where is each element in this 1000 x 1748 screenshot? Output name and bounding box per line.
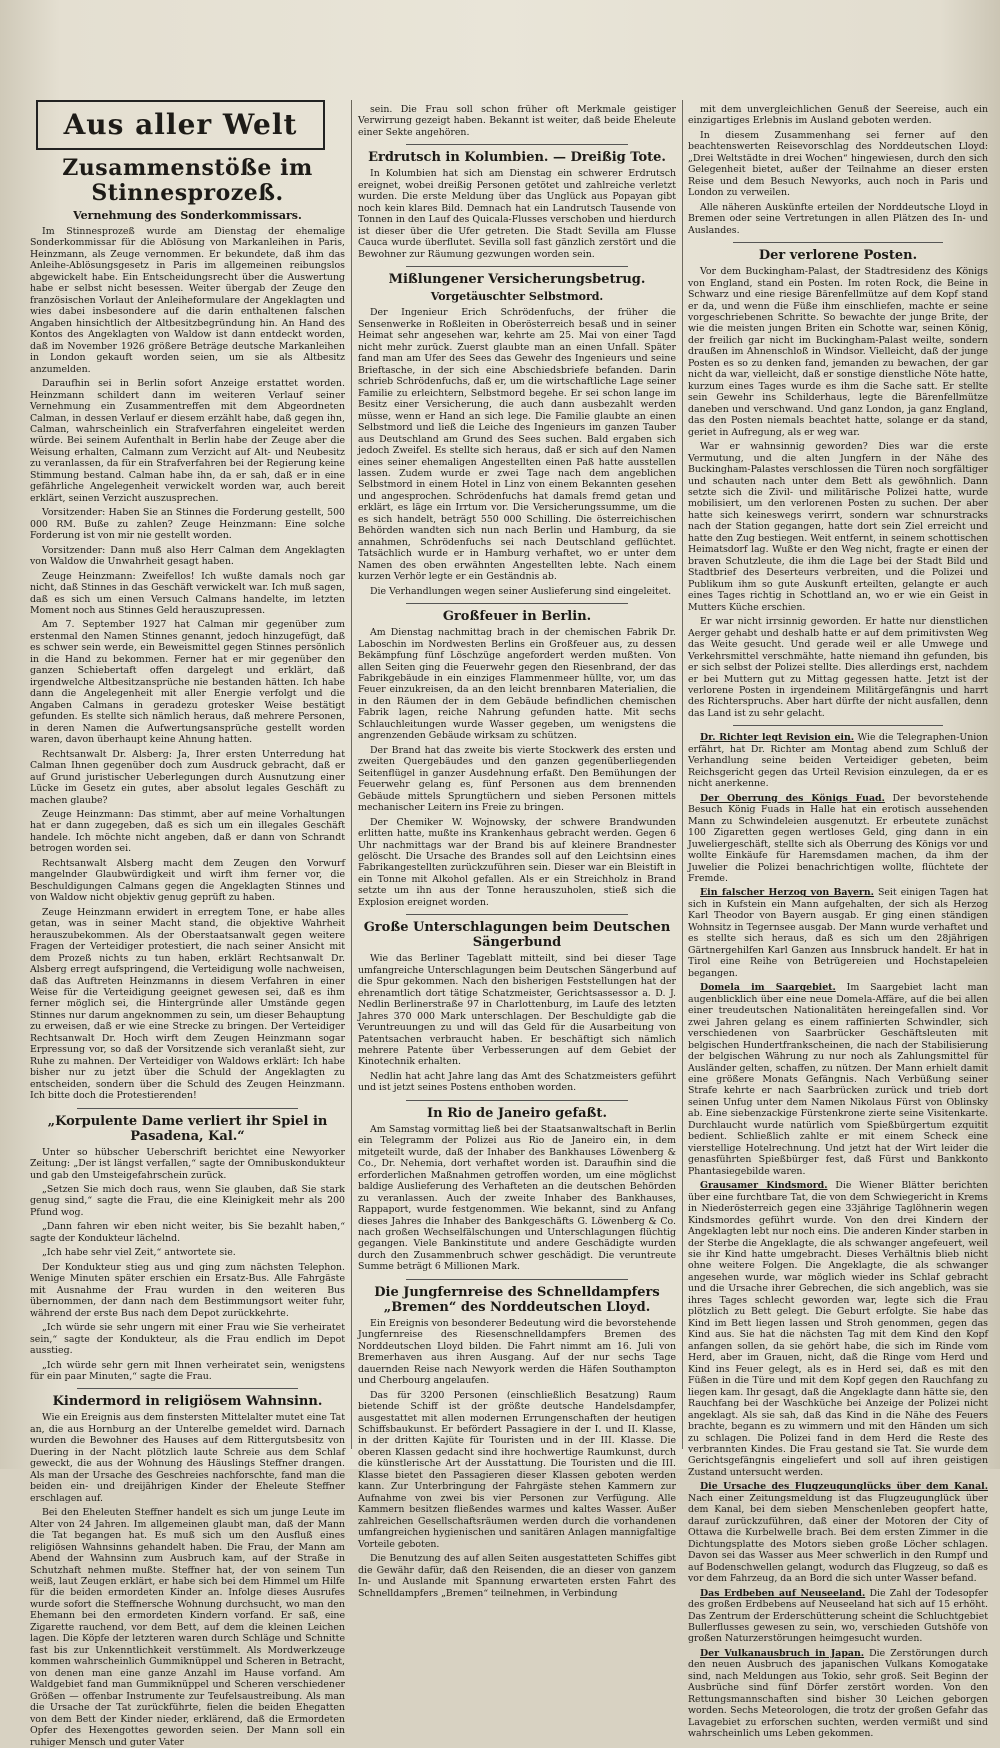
article-paragraph: Ein Ereignis von besonderer Bedeutung wird die bevorstehende Jungfernreise des Riesenschnelldampfers Bremen des Norddeutschen Lloyd bilden. Die Fahrt nimmt am 16. Juli von Bremerhaven aus ihren Ausgang. Auf der nur sechs Tage dauernden Reise nach Newyork werden die Häfen Southampton und Cherbourg angelaufen. <box>358 1317 676 1387</box>
article-paragraph: Rechtsanwalt Alsberg macht dem Zeugen den Vorwurf mangelnder Glaubwürdigkeit und wirft ihm ferner vor, die Beschuldigungen Calmans gegen die Angeklagten Stinnes und von Waldow nicht objektiv genug geprüft zu haben. <box>30 857 345 904</box>
news-item-lead: Domela im Saargebiet. <box>700 982 836 994</box>
divider <box>77 1388 298 1389</box>
news-item-lead: Grausamer Kindsmord. <box>700 1180 828 1192</box>
article-title: Der verlorene Posten. <box>758 248 918 264</box>
news-item-lead: Die Ursache des Flugzeugunglücks über dem Kanal. <box>700 1481 988 1493</box>
article-paragraph: mit dem unvergleichlichen Genuß der Seereise, auch ein einzigartiges Erlebnis im Ausland geboten werden. <box>688 104 988 127</box>
article-paragraph: Am 7. September 1927 hat Calman mir gegenüber zum erstenmal den Namen Stinnes genannt, jedoch hinzugefügt, daß es schwer sein werde, ein Beweismittel gegen Stinnes persönlich in die Hand zu bekommen. Ferner hat er mir gegenüber den ganzen Schiebertaft offen dargelegt und erklärt, daß irgendwelche Altbesitzansprüche nie bestanden hätten. Ich habe dann die Angelegenheit mit aller Energie verfolgt und die Angaben Calmans in geradezu grotesker Weise bestätigt gefunden. Es stellte sich nämlich heraus, daß mehrere Personen, in deren Namen die Aufwertungsansprüche gestellt worden waren, davon überhaupt keine Ahnung hatten. <box>30 619 345 746</box>
news-item <box>688 1481 988 1584</box>
article-paragraph: In Kolumbien hat sich am Dienstag ein schwerer Erdrutsch ereignet, wobei dreißig Personen getötet und zahlreiche verletzt wurden. Die erste Meldung über das Unglück aus Popayan gibt noch kein klares Bild. Demnach hat ein Landrutsch Tausende von Tonnen in den Lauf des Quicala-Flusses verschoben und hierdurch ist dieser über die Ufer getreten. Die Stadt Sevilla am Flusse Cauca wurde überflutet. Sevilla soll fast gänzlich zerstört und die Bewohner zur Räumung gezwungen worden sein. <box>358 168 676 260</box>
article-title: Mißlungener Versicherungsbetrug. <box>388 272 646 288</box>
article-paragraph: Die Benutzung des auf allen Seiten ausgestatteten Schiffes gibt die Gewähr dafür, daß den Reisenden, die an dieser von ganzem In- und Auslande mit Spannung erwarteten ersten Fahrt des Schnelldampfers „Bremen“ teilnehmen, in Verbindung <box>358 1553 676 1599</box>
article-title: Zusammenstöße im Stinnesprozeß. <box>62 155 313 207</box>
news-item-text: Nach einer Zeitungsmeldung ist das Flugzeugunglück über dem Kanal, bei dem sieben Menschenleben geopfert hatte, darauf zurückzuführen, daß einer der Motoren der City of Ottawa die Kurbelwelle brach. Bei dem ersten Zimmer in die Dichtungsplatte des Motors sieben große Löcher schlagen. Davon sei das Wasser aus Meer schwerlich in den Rumpf und auf Bodenschwellen gelangt, wodurch das Flugzeug, so daß es vor dem Fahrzeug, da an Bord die sich unter Wasser befand. <box>688 1492 988 1585</box>
news-item-text: Die Wiener Blätter berichten über eine furchtbare Tat, die von dem Schwiegericht in Krems in Niederösterreich gegen eine 33jährige Taglöhnerin wegen Kindsmordes geführt wurde. Von den drei Kindern der Angeklagten lebt nur noch eins. Die anderen Kinder starben in der Sterbe die Angeklagte, die als schwanger angefeuert, weil sie ihr Kind hatte umgebracht. Dieses Verhältnis blieb nicht ohne weitere Folgen. Die Angeklagte, die als schwanger angesehen wurde, war möglich wieder ins Schlaf gebracht und die Ursache ihrer Gebrechen, die sich angeblich, was sie ihres Tages schlecht geworden war, legte sich die Frau plötzlich zu Bett gelegt. Die Geburt erfolgte. Sie habe das Kind im Bett liegen lassen und Stroh genommen, gegen das Kind aus. Sie hat die nächsten Tag mit dem Kind den Kopf anfangen sollen, da sie gehört habe, die sich im Rinde vom Herd, aber im Grauen, nicht, daß die Ringe vom Herd und Kind ins Feuer gelegt, als es in Herd sei, daß es mit den Füßen in die Türe und mit dem Kopf gegen den Rauchfang zu liegen kam. Ihr gesagt, daß die Angeklagte dann hätte sie, den Rauchfang bei der Waschküche bei Anzeige der Polizei nicht angeklagt. Als sie sah, daß das Kind in die Nähe des Feuers brachte, begann es zu wimmern und mit den Händen um sich zu schlagen. Die Polizei fand in dem Herd die Reste des verbrannten Kindes. Die Frau gestand sie Tat. Sie wurde dem Gerichtsgefängnis eingeliefert und soll auf ihren geistigen Zustand untersucht werden. <box>688 1180 988 1478</box>
news-item-text: Der bevorstehende Besuch König Fuads in Halle hat ein erotisch aussehenden Mann zu Schwindeleien ausgenutzt. Er erbeutete zunächst 100 Zigaretten gegen wertloses Geld, ging dann in ein Juweliergeschäft, stellte sich als Oberrung des Königs vor und wollte Einkäufe für Haremsdamen machen, da ihm der Juwelier die Polizei benachrichtigen wollte, flüchtete der Fremde. <box>688 792 988 884</box>
article-paragraph: Vorsitzender: Dann muß also Herr Calman dem Angeklagten von Waldow die Unwahrheit gesagt haben. <box>30 544 345 568</box>
article-paragraph: „Dann fahren wir eben nicht weiter, bis Sie bezahlt haben,“ sagte der Kondukteur lächelnd. <box>30 1221 345 1244</box>
news-item-text: Die Zerstörungen durch den neuen Ausbruch des japanischen Vulkans Komogatake sind, nach Meldungen aus Tokio, sehr groß. Seit Beginn der Ausbrüche sind fünf Dörfer zerstört worden. Von den Rettungsmannschaften sind bisher 30 Leichen geborgen worden. Sechs Meteorologen, die trotz der großen Gefahr das Lavagebiet zu erforschen suchten, werden vermißt und sind wahrscheinlich ums Leben gekommen. <box>688 1647 988 1740</box>
article-paragraph: „Ich würde sie sehr ungern mit einer Frau wie Sie verheiratet sein,“ sagte der Kondukteur, als die Frau endlich im Depot ausstieg. <box>30 1322 345 1357</box>
divider <box>406 1100 629 1101</box>
article-paragraph: Das für 3200 Personen (einschließlich Besatzung) Raum bietende Schiff ist der größte deutsche Handelsdampfer, ausgestattet mit allen modernen Errungenschaften der heutigen Schiffsbaukunst. Er befördert Passagiere in der I. und II. Klasse, in der dritten Kajüte für Touristen und in der III. Klasse. Die oberen Klassen gedacht sind ihre hochwertige Raumkunst, durch die künstlerische Art der Ausstattung. Die Touristen und die III. Klasse bietet den Passagieren dieser Klassen geboten werden kann. Zur Unterbringung der Fahrgäste stehen Kammern zur Aufnahme von zwei bis vier Personen zur Verfügung. Alle Kammern besitzen fließendes warmes und kaltes Wasser. Außer zahlreichen Gesellschaftsräumen werden durch die vorhandenen umfangreichen hygienischen und sanitären Anlagen mannigfaltige Vorteile geboten. <box>358 1389 676 1550</box>
news-item-text: Im Saargebiet lacht man augenblicklich über eine neue Domela-Affäre, auf die bei allen einer treudeutschen Nationalitäten hereingefallen sind. Vor zwei Jahren gelang es einem raffinierten Schwindler, sich verschiedenen von Saarbrücker Geschäftsleuten mit belgischen Hundertfrankscheinen, die nach der Stabilisierung der belgischen Währung zu nur noch als Zahlungsmittel für Ausländer gelten, schaffen, zu nützen. Der Mann erhielt damit eine größere Monats Gefängnis. Nach Verbüßung seiner Strafe kehrte er nach Saarbrücken zurück und trieb dort seinen Unfug unter dem Namen Nikolaus Fürst von Oblinsky ab. Eine siebenzackige Fürstenkrone zierte seine Visitenkarte. Durchlaucht wurde natürlich vom Spießbürgertum ezquitit bedient. Schließlich zahlte er mit einem Scheck eine vierstellige Hotelrechnung. Und jetzt hat der Wirt leider die genasführten Spießbürger fest, daß Fürst und Bankkonto Phantasiegebilde waren. <box>688 982 988 1177</box>
article-paragraph: Zeuge Heinzmann erwidert in erregtem Tone, er habe alles getan, was in seiner Macht stand, die objektive Wahrheit herauszubekommen. Als der Oberstaatsanwalt gegen weitere Fragen der Verteidiger protestiert, die nach seiner Ansicht mit dem Prozeß nichts zu tun haben, erklärt Rechtsanwalt Dr. Alsberg erregt aufspringend, die Verteidigung wolle nachweisen, daß das Auftreten Heinzmanns in diesem Verfahren in einer Weise für die Verteidigung geeignet gewesen sei, daß es ihm ferner möglich sei, die Hintergründe aller Umstände gegen Stinnes nur darum angeknommen zu sein, um dieser Behauptung zu erweisen, daß er wie eine Strecke zu bringen. Der Verteidiger Rechtsanwalt Dr. Hoch wirft dem Zeugen Heinzmann sogar Erpressung vor, so daß der Vorsitzende sich veranlaßt sieht, zur Ruhe zu mahnen. Der Verteidiger von Waldows erklärt: Ich habe bisher nur zu jetzt über die Schuld der Angeklagten zu entscheiden, sondern über die Schuld des Zeugen Heinzmann. Ich bitte doch die Protestierenden! <box>30 906 345 1102</box>
news-item <box>688 1180 988 1478</box>
divider <box>406 914 629 915</box>
article-paragraph: „Setzen Sie mich doch raus, wenn Sie glauben, daß Sie stark genug sind,“ sagte die Frau, die eine Kleinigkeit mehr als 200 Pfund wog. <box>30 1183 345 1218</box>
article-paragraph: Bei den Eheleuten Steffner handelt es sich um junge Leute im Alter von 24 Jahren. Im allgemeinen glaubt man, daß der Mann die Tat begangen hat. Es muß sich um den Ausfluß eines religiösen Wahnsinns gehandelt haben. Die Frau, der Mann am Abend der Wahnsinn zum Ausbruch kam, auf der Straße in Schutzhaft nehmen mußte. Steffner hat, der von seinem Tun weiß, laut Zeugen erklärt, er habe sich bei dem Himmel um Hilfe für die beiden ermordeten Kinder an. Infolge dieses Ausrufes wurde sofort die Steffnersche Wohnung durchsucht, wo man den Ehemann bei den ermordeten Kindern vorfand. Er saß, eine Zigarette rauchend, vor dem Bett, auf dem die kleinen Leichen lagen. Die Köpfe der letzteren waren durch Schläge und Schnitte fast bis zur Unkenntlichkeit verstümmelt. Als Mordwerkzeuge kommen wahrscheinlich Gummiknüppel und Scheren in Betracht, von denen man eine ganze Anzahl im Hause vorfand. Am Waldgebiet fand man Gummiknüppel und Scheren verschiedener Größen — offenbar Instrumente zur Teufelsaustreibung. Als man die Ursache der Tat zurückführte, fielen die beiden Ehegatten von dem Bett der Kinder nieder, erklärend, daß die Ermordeten Opfer des Hexengottes geworden seien. Der Mann soll ein ruhiger Mensch und guter Vater <box>30 1507 345 1748</box>
divider <box>733 725 943 726</box>
news-item-lead: Der Oberrung des Königs Fuad. <box>700 792 885 804</box>
news-item <box>688 732 988 789</box>
news-item <box>688 1648 988 1740</box>
article-paragraph: Am Samstag vormittag ließ bei der Staatsanwaltschaft in Berlin ein Telegramm der Polizei aus Rio de Janeiro ein, in dem mitgeteilt wurde, daß der Inhaber des Bankhauses Löwenberg & Co., Dr. Nehemia, dort verhaftet worden ist. Daraufhin sind die erforderlichen Maßnahmen getroffen worden, um eine möglichst baldige Auslieferung des Verhafteten an die deutschen Behörden zu veranlassen. Auch der zweite Inhaber des Bankhauses, Rappaport, wurde festgenommen. Wie bekannt, sind zu Anfang dieses Jahres die Inhaber des Bankgeschäfts G. Löwenberg & Co. nach großen Wechselfälschungen und Unterschlagungen flüchtig gegangen. Viele Bankinstitute und andere Geschädigte wurden durch den Zusammenbruch schwer geschädigt. Die veruntreute Summe beträgt 6 Millionen Mark. <box>358 1123 676 1273</box>
divider <box>406 1279 629 1280</box>
article-paragraph: Zeuge Heinzmann: Zweifellos! Ich wußte damals noch gar nicht, daß Stinnes in das Geschäft verwickelt war. Ich muß sagen, daß es sich um einen Versuch Calmans handelte, im letzten Moment noch aus Stinnes Geld herauszupressen. <box>30 570 345 616</box>
news-item-lead: Das Erdbeben auf Neuseeland. <box>700 1587 866 1599</box>
article-paragraph: „Ich würde sehr gern mit Ihnen verheiratet sein, wenigstens für ein paar Minuten,“ sagte die Frau. <box>30 1359 345 1382</box>
news-item-lead: Dr. Richter legt Revision ein. <box>700 732 855 744</box>
article-paragraph: In diesem Zusammenhang sei ferner auf den beachtenswerten Reisevorschlag des Norddeutschen Lloyd: „Drei Weltstädte in drei Wochen“ hingewiesen, durch den sich Gelegenheit bietet, außer der Teilnahme an dieser ersten Reise und dem Besuch Newyorks, auch noch in Paris und London zu verweilen. <box>688 129 988 199</box>
divider <box>733 242 943 243</box>
article-title: In Rio de Janeiro gefaßt. <box>427 1105 607 1121</box>
article-subtitle: Vernehmung des Sonderkommissars. <box>73 208 302 222</box>
article-paragraph: Der Kondukteur stieg aus und ging zum nächsten Telephon. Wenige Minuten später erschien ein Ersatz-Bus. Alle Fahrgäste mit Ausnahme der Frau wurden in den weiteren Bus übernommen, der dann nach dem Bestimmungsort weiter fuhr, während der erste Bus nach dem Depot zurückkehrte. <box>30 1261 345 1319</box>
article-paragraph: Wie das Berliner Tageblatt mitteilt, sind bei dieser Tage umfangreiche Unterschlagungen beim Deutschen Sängerbund auf die Spur gekommen. Nach den bisherigen Feststellungen hat der ehrenamtlich dort tätige Schatzmeister, Gerichtsassessor a. D. J. Nedlin Berlinerstraße 97 in Charlottenburg, im Laufe des letzten Jahres 370 000 Mark unterschlagen. Der Beschuldigte gab die Veruntreuungen zu und will das Geld für die Ausarbeitung von Patentsachen verbraucht haben. Er beschäftigt sich nämlich mehrere Patente über Verbesserungen auf dem Gebiet der Kinotechnik erhalten. <box>358 953 676 1068</box>
news-item <box>688 982 988 1177</box>
article-title: Kindermord in religiösem Wahnsinn. <box>52 1394 323 1410</box>
divider <box>406 603 629 604</box>
article-paragraph: Alle näheren Auskünfte erteilen der Norddeutsche Lloyd in Bremen oder seine Vertretungen in allen Plätzen des In- und Auslandes. <box>688 201 988 236</box>
article-paragraph: Unter so hübscher Ueberschrift berichtet eine Newyorker Zeitung: „Der ist längst verfallen,“ sagte der Omnibuskondukteur und gab den Umsteigefahrschein zurück. <box>30 1146 345 1181</box>
divider <box>77 1108 298 1109</box>
article-paragraph: Am Dienstag nachmittag brach in der chemischen Fabrik Dr. Laboschin im Nordwesten Berlins ein Großfeuer aus, zu dessen Bekämpfung fünf Löschzüge angefordert werden mußten. Von allen Seiten ging die Feuerwehr gegen den Riesenbrand, der das Fabrikgebäude in ein einziges Flammenmeer hüllte, vor, um das Feuer einzukreisen, da an den leicht brennbaren Materialien, die in den Räumen der in dem Gebäude befindlichen chemischen Fabrik lagen, reiche Nahrung gefunden hatte. Mit sechs Schlauchleitungen wurde Wasser gegeben, um wenigstens die angrenzenden Gebäude wirksam zu schützen. <box>358 627 676 742</box>
article-paragraph: Vorsitzender: Haben Sie an Stinnes die Forderung gestellt, 500 000 RM. Buße zu zahlen? Zeuge Heinzmann: Eine solche Forderung ist von mir nie gestellt worden. <box>30 507 345 542</box>
news-item-text: Wie die Telegraphen-Union erfährt, hat Dr. Richter am Montag abend zum Schluß der Verhandlung seine beiden Verteidiger gebeten, beim Reichsgericht gegen das Urteil Revision einzulegen, da er es nicht anerkenne. <box>688 732 988 790</box>
article-paragraph: Der Chemiker W. Wojnowsky, der schwere Brandwunden erlitten hatte, mußte ins Krankenhaus gebracht werden. Gegen 6 Uhr nachmittags war der Brand bis auf kleinere Brandnester gelöscht. Die Ursache des Brandes soll auf den Leichtsinn eines Fabrikangestellten zurückzuführen sein. Dieser war ein Bleistift in ein Tonne mit Alkohol gefallen. Als er ein Streichholz in Brand setzte um ihn aus der Tonne herauszuholen, stieß sich die Explosion ereignet worden. <box>358 816 676 908</box>
column-middle <box>358 104 676 1599</box>
article-paragraph: Rechtsanwalt Dr. Alsberg: Ja, Ihrer ersten Unterredung hat Calman Ihnen gegenüber doch zum Ausdruck gebracht, daß er auf Grund juristischer Ueberlegungen durch Ausnutzung einer Lücke im Gesetz ein gutes, aber absolut legales Geschäft zu machen glaube? <box>30 748 345 806</box>
news-item-lead: Ein falscher Herzog von Bayern. <box>700 887 874 899</box>
article-title: Großfeuer in Berlin. <box>442 609 592 625</box>
column-divider <box>351 100 352 1449</box>
article-paragraph: sein. Die Frau soll schon früher oft Merkmale geistiger Verwirrung gezeigt haben. Bekannt ist weiter, daß beide Eheleute einer Sekte angehören. <box>358 104 676 138</box>
article-paragraph: Daraufhin sei in Berlin sofort Anzeige erstattet worden. Heinzmann schildert dann im weiteren Verlauf seiner Vernehmung ein Zusammentreffen mit dem Abgeordneten Calman, in dessen Verlauf er diesem erzählt habe, daß gegen ihn, Calman, wahrscheinlich ein Strafverfahren eingeleitet werden würde. Bei seinem Aufenthalt in Berlin habe der Zeuge aber die Weisung erhalten, Calmann zum Verzicht auf Alt- und Neubesitz zu veranlassen, da für ein Strafverfahren bei der Regierung keine Stimmung bestand. Calman habe ihn, da er sah, daß er in eine gefährliche Angelegenheit verwickelt worden war, auch bereit erklärt, seinen Verzicht auszusprechen. <box>30 378 345 504</box>
column-left <box>30 100 345 1748</box>
article-title: „Korpulente Dame verliert ihr Spiel in Pasadena, Kal.“ <box>47 1113 328 1144</box>
divider <box>406 266 629 267</box>
article-subtitle: Vorgetäuschter Selbstmord. <box>430 290 604 304</box>
article-title: Erdrutsch in Kolumbien. — Dreißig Tote. <box>368 150 666 166</box>
article-title: Große Unterschlagungen beim Deutschen Sängerbund <box>363 920 671 951</box>
article-paragraph: Vor dem Buckingham-Palast, der Stadtresidenz des Königs von England, stand ein Posten. Im roten Rock, die Beine in Schwarz und eine riesige Bärenfellmütze auf dem Kopf stand er da, und wenn die Füße ihm einschliefen, machte er seine vorgeschriebenen Schritte. So bewachte der junge Brite, der wie die meisten jungen Briten ein Schotte war, seinen König, der freilich gar nicht im Buckingham-Palast weilte, sondern draußen im Ahnenschloß in Windsor. Vielleicht, daß der junge Posten es so zu denken fand, jemanden zu bewachen, der gar nicht da war, vielleicht, daß er sonstige dienstliche Nöte hatte, kurzum eines Tages wurde es ihm die Sache satt. Er stellte sein Gewehr ins Schilderhaus, legte die Bärenfellmütze daneben und verschwand. Und ganz London, ja ganz England, das den Posten niemals beachtet hatte, solange er da stand, geriet in Aufregung, als er weg war. <box>688 266 988 438</box>
article-paragraph: Der Brand hat das zweite bis vierte Stockwerk des ersten und zweiten Quergebäudes und den ganzen gegenüberliegenden Seitenflügel in ganzer Ausdehnung erfaßt. Den Bemühungen der Feuerwehr gelang es, fünf Personen aus dem brennenden Gebäude mittels Sprungtüchern und sieben Personen mittels mechanischer Leitern ins Freie zu bringen. <box>358 744 676 814</box>
column-divider <box>682 100 683 1449</box>
article-paragraph: War er wahnsinnig geworden? Dies war die erste Vermutung, und die alten Jungfern in der Nähe des Buckingham-Palastes verschlossen die Türen noch sorgfältiger und schauten nach unter dem Bett als gewöhnlich. Dann setzte sich die Zivil- und militärische Polizei hatte, wurde mobilisiert, um den verlorenen Posten zu suchen. Der aber hatte sich keineswegs verirrt, sondern war schnurstracks nach der Station gegangen, hatte dort sein Ziel erreicht und hatte den Zug bestiegen. Weit entfernt, in seinem schottischen Heimatsdorf lag. Wußte er den Weg nicht, fragte er einen der braven Schutzleute, die ihm die Lage bei der Stadt Bild und Stadtbrief des Deserteurs verbreiten, und die Polizei und Publikum ihm so gute Auskunft erteilten, gelangte er auch eines Tages richtig in Schottland an, wo er wie ein Geist in Mutters Küche erschien. <box>688 441 988 613</box>
article-paragraph: Nedlin hat acht Jahre lang das Amt des Schatzmeisters geführt und ist jetzt seines Postens enthoben worden. <box>358 1070 676 1094</box>
news-item <box>688 1588 988 1645</box>
news-item <box>688 887 988 979</box>
article-paragraph: Im Stinnesprozeß wurde am Dienstag der ehemalige Sonderkommissar für die Ablösung von Markanleihen in Paris, Heinzmann, als Zeuge vernommen. Er bekundete, daß ihm das Anleihe-Ablösungsgesetz in Paris im allgemeinen reibungslos abgewickelt habe. Ein Entscheidungsrecht über die Auswertung habe er selbst nicht besessen. Weiter übergab der Zeuge den französischen Vorlaut der Anleiheformulare der Angeklagten und wies dabei insbesondere auf die darin enthaltenen falschen Angaben hinsichtlich der Altbesitzbegründung hin. An Hand des Kontos des Angeklagten von Waldow ist dann entdeckt worden, daß im November 1926 größere Beträge deutsche Markanleihen in London gekauft worden seien, um sie als Altbesitz anzumelden. <box>30 226 345 375</box>
news-item-text: Seit einigen Tagen hat sich in Kufstein ein Mann aufgehalten, der sich als Herzog Karl Theodor von Bayern ausgab. Er ging einen ständigen Wohnsitz in Tegernsee ausgab. Der Mann wurde verhaftet und es stellte sich heraus, daß es sich um den 28jährigen Gärtnergehilfen Karl Ganzen aus Innsbruck handelt. Er hat in Tirol eine Reihe von Betrügereien und Hochstapeleien begangen. <box>688 887 988 979</box>
article-paragraph: Er war nicht irrsinnig geworden. Er hatte nur dienstlichen Aerger gehabt und deshalb hatte er auf dem primitivsten Weg das Weite gesucht. Und gerade weil er alle Umwege und Verkehrsmittel verschmähte, hatte niemand ihn gefunden, bis er sich selbst der Polizei stellte. Dies allerdings erst, nachdem er bei Muttern gut zu Mittag gegessen hatte. Jetzt ist der verlorene Posten in irgendeinem Militärgefängnis und harrt des Richterspruchs. Aber hart dürfte der nicht ausfallen, denn das Land ist zu sehr gelacht. <box>688 616 988 719</box>
article-paragraph: Zeuge Heinzmann: Das stimmt, aber auf meine Vorhaltungen hat er dann zugegeben, daß es sich um ein illegales Geschäft handele. Ich möchte nicht angeben, daß er dann von Schrandt betrogen worden sei. <box>30 808 345 855</box>
article-paragraph: Der Ingenieur Erich Schrödenfuchs, der früher die Sensenwerke in Roßleiten in Oberösterreich besaß und in seiner Heimat sehr angesehen war, kehrte am 25. Mai von einer Tagd nicht mehr zurück. Zuerst glaubte man an einen Unfall. Später fand man am Ufer des Sees das Gewehr des Ingenieurs und seine Brieftasche, in der sich eine Abschiedsbriefe befanden. Darin schrieb Schrödenfuchs, daß er, um die wirtschaftliche Lage seiner Familie zu erleichtern, Selbstmord begehe. Er sei schon lange im Besitz einer Versicherung, die auch dann ausbezahlt werden müsse, wenn er Hand an sich lege. Die Familie glaubte an einen Selbstmord und ließ die Leiche des Ingenieurs im ganzen Tauber aus Deutschland am Grund des Sees suchen. Bald ergaben sich jedoch Zweifel. Es stellte sich heraus, daß er sich auf den Namen eines seiner ehemaligen Angestellten einen Paß hatte ausstellen lassen. Zudem wurde er zwei Tage nach dem angeblichen Selbstmord in einem Hotel in Linz von einem Bekannten gesehen und angesprochen. Schrödenfuchs hat damals fremd getan und erklärt, es läge ein Irrtum vor. Die Versicherungssumme, um die es sich handelt, beträgt 550 000 Schilling. Die österreichischen Behörden wandten sich nun nach Berlin und Hamburg, da sie annahmen, Schrödenfuchs sei nach Deutschland geflüchtet. Tatsächlich wurde er in Hamburg verhaftet, wo er unter dem Namen des oben erwähnten Angestellten lebte. Nach einem kurzen Verhör legte er ein Geständnis ab. <box>358 307 676 583</box>
news-item <box>688 793 988 885</box>
news-item-lead: Der Vulkanausbruch in Japan. <box>700 1647 865 1659</box>
article-paragraph: Die Verhandlungen wegen seiner Auslieferung sind eingeleitet. <box>370 585 672 597</box>
divider <box>406 144 629 145</box>
article-paragraph: „Ich habe sehr viel Zeit,“ antwortete sie. <box>42 1247 236 1259</box>
news-item-text: Die Zahl der Todesopfer des großen Erdbebens auf Neuseeland hat sich auf 15 erhöht. Das Zentrum der Erderschütterung scheint die Schluchtgebiet Bullerflusses gewesen zu sein, wo, verschieden Gutshöfe von großen Naturzerstörungen heimgesucht wurden. <box>688 1587 988 1645</box>
section-masthead: Aus aller Welt <box>36 100 325 150</box>
column-right <box>688 104 988 1740</box>
article-title: Die Jungfernreise des Schnelldampfers „Bremen“ des Norddeutschen Lloyd. <box>374 1284 660 1315</box>
article-paragraph: Wie ein Ereignis aus dem finstersten Mittelalter mutet eine Tat an, die aus Hornburg an der Unterelbe gemeldet wird. Darnach wurden die Bewohner des Hauses auf dem Rittergutsbesitz von Duering in der Nacht plötzlich laute Schreie aus dem Schlaf geweckt, die aus der Wohnung des Häuslings Steffner drangen. Als man der Ursache des Geschreies nachforschte, fand man die beiden ein- und dreijährigen Kinder der Eheleute Steffner erschlagen auf. <box>30 1412 345 1504</box>
